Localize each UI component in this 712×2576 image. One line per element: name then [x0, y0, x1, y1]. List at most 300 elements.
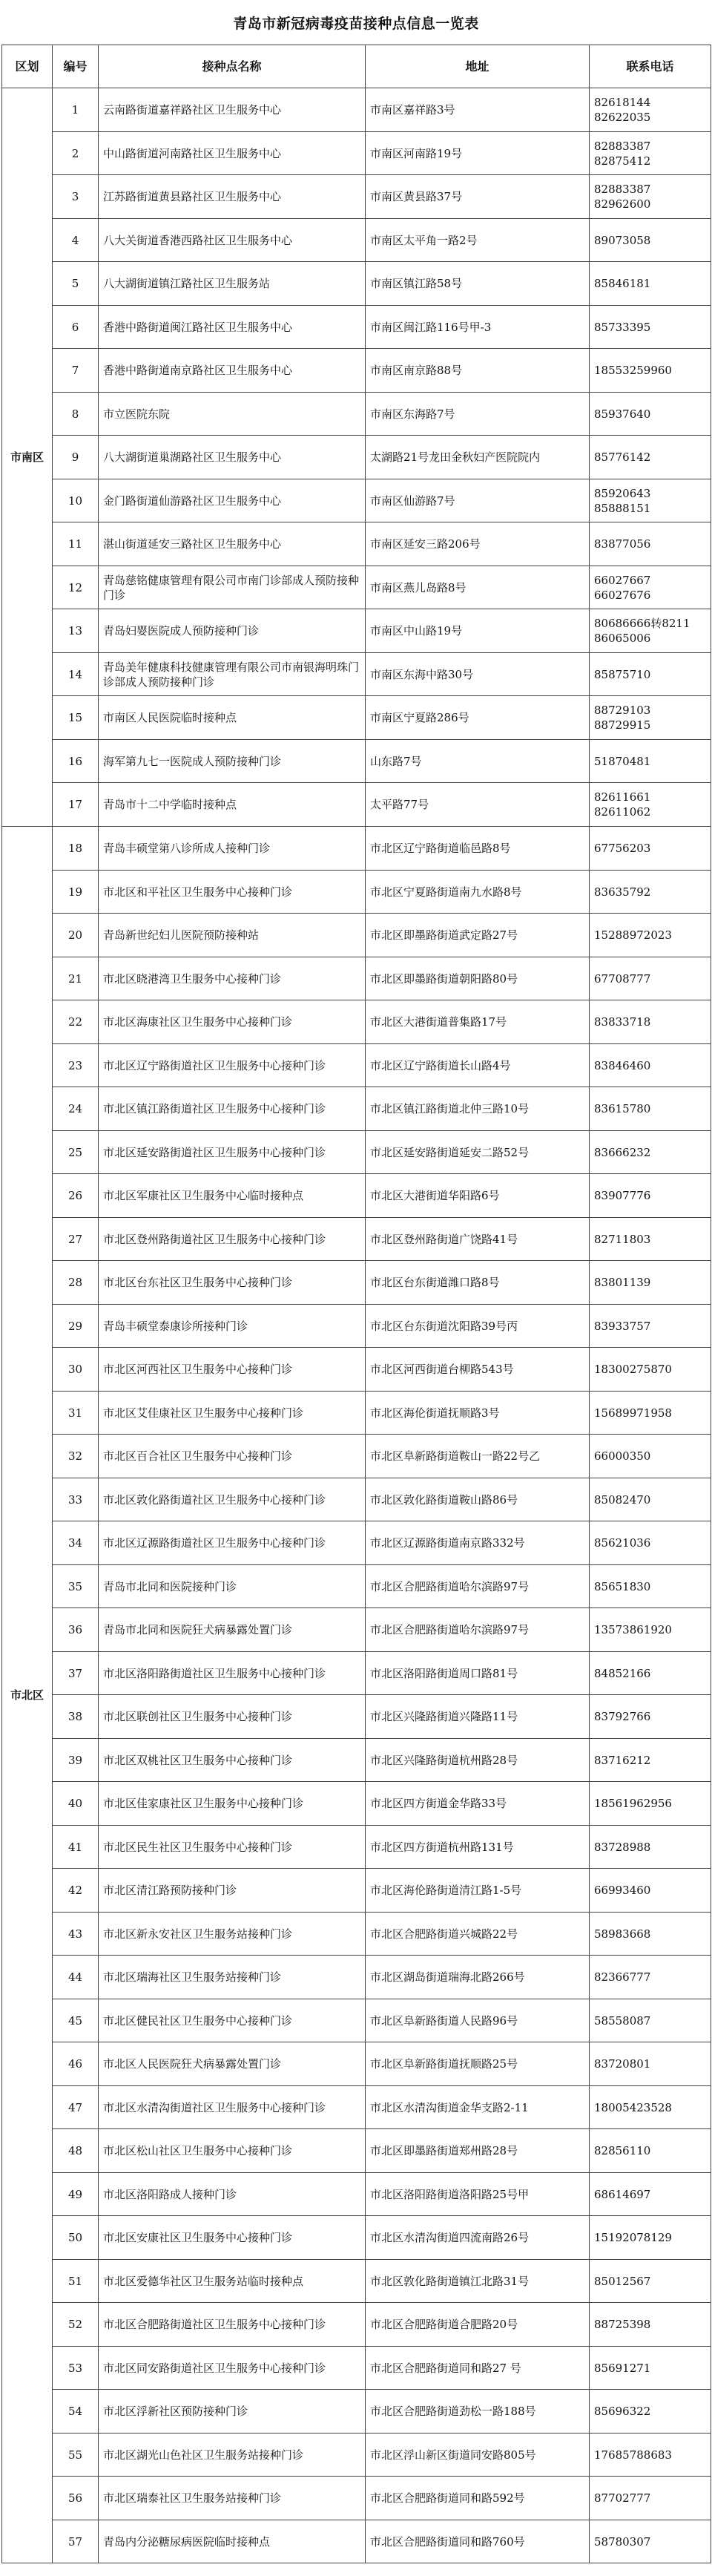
number-cell: 15 [53, 696, 99, 740]
phone-cell [590, 2173, 711, 2216]
phone-number: 83907776 [594, 1189, 651, 1202]
site-name-cell: 海军第九七一医院成人预防接种门诊 [99, 740, 366, 783]
number-cell: 34 [53, 1521, 99, 1565]
phone-number: 82611062 [594, 805, 651, 819]
site-name-cell: 八大关街道香港西路社区卫生服务中心 [99, 219, 366, 262]
phone-cell [590, 1174, 711, 1218]
number-cell: 57 [53, 2520, 99, 2563]
address-cell: 市北区合肥路街道同和路760号 [366, 2520, 590, 2563]
phone-cell [590, 1695, 711, 1739]
phone-number: 88729915 [594, 718, 651, 732]
site-name-cell: 市北区人民医院狂犬病暴露处置门诊 [99, 2042, 366, 2086]
address-cell: 市北区海伦街道抚顺路3号 [366, 1392, 590, 1435]
address-cell: 市南区中山路19号 [366, 609, 590, 653]
number-cell: 4 [53, 219, 99, 262]
site-name-cell: 市北区辽宁路街道社区卫生服务中心接种门诊 [99, 1044, 366, 1087]
phone-number: 83833718 [594, 1015, 651, 1029]
site-name-cell: 市北区军康社区卫生服务中心临时接种点 [99, 1174, 366, 1218]
phone-number: 82711803 [594, 1232, 651, 1246]
phone-number: 67708777 [594, 971, 651, 986]
site-name-cell: 市北区佳家康社区卫生服务中心接种门诊 [99, 1782, 366, 1826]
address-cell: 市南区东海中路30号 [366, 653, 590, 696]
site-name-cell: 市北区双桃社区卫生服务中心接种门诊 [99, 1739, 366, 1782]
number-cell: 41 [53, 1826, 99, 1869]
number-cell: 56 [53, 2477, 99, 2520]
table-row [2, 1218, 711, 1261]
phone-cell [590, 1521, 711, 1565]
phone-number: 15689971958 [594, 1406, 672, 1420]
phone-cell [590, 1608, 711, 1652]
number-cell: 17 [53, 783, 99, 827]
number-cell: 12 [53, 566, 99, 609]
site-name-cell: 市北区松山社区卫生服务中心接种门诊 [99, 2129, 366, 2173]
address-cell: 市北区延安路街道延安二路52号 [366, 1131, 590, 1174]
phone-cell [590, 2347, 711, 2390]
address-cell: 市北区合肥路街道哈尔滨路97号 [366, 1565, 590, 1608]
table-row [2, 1000, 711, 1044]
table-row [2, 1999, 711, 2042]
address-cell: 市北区水清沟街道四流南路26号 [366, 2216, 590, 2260]
table-row [2, 1174, 711, 1218]
address-cell: 市北区台东街道沈阳路39号丙 [366, 1305, 590, 1348]
phone-number: 85888151 [594, 501, 651, 515]
site-name-cell: 市北区洛阳路成人接种门诊 [99, 2173, 366, 2216]
site-name-cell: 市北区艾佳康社区卫生服务中心接种门诊 [99, 1392, 366, 1435]
number-cell: 49 [53, 2173, 99, 2216]
document-title: 青岛市新冠病毒疫苗接种点信息一览表 [233, 15, 479, 32]
number-cell: 40 [53, 1782, 99, 1826]
site-name-cell: 市北区民生社区卫生服务中心接种门诊 [99, 1826, 366, 1869]
phone-number: 18005423528 [594, 2100, 672, 2114]
number-cell: 19 [53, 871, 99, 914]
phone-number: 87702777 [594, 2491, 651, 2505]
phone-cell [590, 1999, 711, 2042]
number-cell: 21 [53, 957, 99, 1000]
table-row [2, 1652, 711, 1695]
address-cell: 市北区登州路街道广饶路41号 [366, 1218, 590, 1261]
phone-number: 85691271 [594, 2361, 651, 2375]
site-name-cell: 八大湖街道镇江路社区卫生服务站 [99, 262, 366, 306]
number-cell: 39 [53, 1739, 99, 1782]
address-cell: 太平路77号 [366, 783, 590, 827]
phone-number: 84852166 [594, 1666, 651, 1680]
table-body [2, 88, 711, 2563]
phone-cell [590, 2129, 711, 2173]
site-name-cell: 金门路街道仙游路社区卫生服务中心 [99, 479, 366, 522]
table-row [2, 2390, 711, 2434]
table-row [2, 1826, 711, 1869]
address-cell: 市北区合肥路街道劲松一路188号 [366, 2390, 590, 2434]
address-cell: 市北区合肥路街道同和路592号 [366, 2477, 590, 2520]
address-cell: 市北区合肥路街道兴城路22号 [366, 1913, 590, 1956]
table-row [2, 2260, 711, 2303]
site-name-cell: 青岛市北同和医院狂犬病暴露处置门诊 [99, 1608, 366, 1652]
table-header-row [2, 45, 711, 88]
phone-cell [590, 740, 711, 783]
address-cell: 市北区敦化路街道镇江北路31号 [366, 2260, 590, 2303]
phone-number: 82622035 [594, 111, 651, 124]
site-name-cell: 市北区和平社区卫生服务中心接种门诊 [99, 871, 366, 914]
address-cell: 市北区兴隆路街道杭州路28号 [366, 1739, 590, 1782]
table-row [2, 88, 711, 132]
phone-number: 82611661 [594, 790, 651, 804]
address-cell: 市南区宁夏路286号 [366, 696, 590, 740]
phone-cell [590, 1261, 711, 1305]
header-address: 地址 [366, 45, 590, 88]
table-row [2, 1869, 711, 1913]
number-cell: 26 [53, 1174, 99, 1218]
number-cell: 18 [53, 827, 99, 871]
address-cell: 市北区阜新路街道人民路96号 [366, 1999, 590, 2042]
phone-cell [590, 2477, 711, 2520]
phone-cell [590, 1435, 711, 1478]
phone-number: 85651830 [594, 1579, 651, 1593]
site-name-cell: 市北区清江路预防接种门诊 [99, 1869, 366, 1913]
number-cell: 54 [53, 2390, 99, 2434]
address-cell: 市北区即墨路街道武定路27号 [366, 914, 590, 957]
number-cell: 27 [53, 1218, 99, 1261]
phone-number: 85012567 [594, 2274, 651, 2288]
number-cell: 33 [53, 1478, 99, 1521]
site-name-cell: 市北区水清沟街道社区卫生服务中心接种门诊 [99, 2086, 366, 2129]
phone-cell [590, 2042, 711, 2086]
address-cell: 市北区湖岛街道瑞海北路266号 [366, 1956, 590, 1999]
number-cell: 14 [53, 653, 99, 696]
site-name-cell: 市北区湖光山色社区卫生服务站接种门诊 [99, 2434, 366, 2477]
address-cell: 太湖路21号龙田金秋妇产医院院内 [366, 436, 590, 479]
site-name-cell: 青岛慈铭健康管理有限公司市南门诊部成人预防接种门诊 [99, 566, 366, 609]
phone-cell [590, 2216, 711, 2260]
address-cell: 市北区台东街道潍口路8号 [366, 1261, 590, 1305]
table-row [2, 2303, 711, 2347]
address-cell: 市北区大港街道普集路17号 [366, 1000, 590, 1044]
number-cell: 44 [53, 1956, 99, 1999]
phone-number: 66993460 [594, 1884, 651, 1897]
phone-number: 82883387 [594, 139, 651, 153]
address-cell: 市北区辽宁路街道长山路4号 [366, 1044, 590, 1087]
phone-number: 85776142 [594, 450, 651, 464]
address-cell: 市北区阜新路街道鞍山一路22号乙 [366, 1435, 590, 1478]
phone-number: 88729103 [594, 704, 651, 717]
address-cell: 市南区嘉祥路3号 [366, 88, 590, 132]
phone-number: 83877056 [594, 537, 651, 551]
phone-cell [590, 2390, 711, 2434]
phone-number: 82618144 [594, 96, 651, 109]
site-name-cell: 市北区新永安社区卫生服务站接种门诊 [99, 1913, 366, 1956]
number-cell: 10 [53, 479, 99, 522]
number-cell: 28 [53, 1261, 99, 1305]
phone-number: 82856110 [594, 2144, 651, 2157]
site-name-cell: 市立医院东院 [99, 393, 366, 436]
address-cell: 市南区仙游路7号 [366, 479, 590, 522]
address-cell: 市北区洛阳路街道周口路81号 [366, 1652, 590, 1695]
site-name-cell: 市北区海康社区卫生服务中心接种门诊 [99, 1000, 366, 1044]
phone-number: 13573861920 [594, 1623, 672, 1636]
table-row [2, 1956, 711, 1999]
table-row [2, 566, 711, 609]
table-row [2, 2347, 711, 2390]
number-cell: 29 [53, 1305, 99, 1348]
phone-cell [590, 393, 711, 436]
phone-number: 85621036 [594, 1536, 651, 1550]
site-name-cell: 市北区延安路街道社区卫生服务中心接种门诊 [99, 1131, 366, 1174]
site-name-cell: 市北区浮新社区预防接种门诊 [99, 2390, 366, 2434]
number-cell: 1 [53, 88, 99, 132]
phone-number: 82962600 [594, 197, 651, 211]
site-name-cell: 市北区晓港湾卫生服务中心接种门诊 [99, 957, 366, 1000]
address-cell: 市北区合肥路街道哈尔滨路97号 [366, 1608, 590, 1652]
phone-cell [590, 1218, 711, 1261]
phone-number: 66027676 [594, 588, 651, 602]
phone-number: 82883387 [594, 183, 651, 196]
number-cell: 45 [53, 1999, 99, 2042]
phone-cell [590, 1826, 711, 1869]
phone-number: 58983668 [594, 1927, 651, 1941]
table-row [2, 914, 711, 957]
site-name-cell: 八大湖街道巢湖路社区卫生服务中心 [99, 436, 366, 479]
number-cell: 3 [53, 175, 99, 219]
phone-number: 68614697 [594, 2187, 651, 2201]
number-cell: 25 [53, 1131, 99, 1174]
address-cell: 市北区阜新路街道抚顺路25号 [366, 2042, 590, 2086]
site-name-cell: 市南区人民医院临时接种点 [99, 696, 366, 740]
phone-cell [590, 1087, 711, 1131]
table-row [2, 1305, 711, 1348]
table-row [2, 2173, 711, 2216]
site-name-cell: 香港中路街道闽江路社区卫生服务中心 [99, 306, 366, 349]
phone-number: 17685788683 [594, 2448, 672, 2462]
address-cell: 市南区河南路19号 [366, 132, 590, 175]
number-cell: 43 [53, 1913, 99, 1956]
table-row [2, 1913, 711, 1956]
number-cell: 50 [53, 2216, 99, 2260]
site-name-cell: 青岛新世纪妇儿医院预防接种站 [99, 914, 366, 957]
site-name-cell: 市北区瑞泰社区卫生服务站接种门诊 [99, 2477, 366, 2520]
table-row [2, 1087, 711, 1131]
site-name-cell: 云南路街道嘉祥路社区卫生服务中心 [99, 88, 366, 132]
phone-number: 85875710 [594, 667, 651, 681]
address-cell: 市南区延安三路206号 [366, 522, 590, 566]
phone-cell [590, 2086, 711, 2129]
address-cell: 市南区闽江路116号甲-3 [366, 306, 590, 349]
site-name-cell: 湛山街道延安三路社区卫生服务中心 [99, 522, 366, 566]
vaccination-site-table [1, 45, 711, 2563]
header-number: 编号 [53, 45, 99, 88]
phone-cell [590, 696, 711, 740]
district-cell: 市北区 [2, 827, 53, 2563]
address-cell: 市北区河西街道台柳路543号 [366, 1348, 590, 1392]
table-row [2, 1565, 711, 1608]
phone-cell [590, 479, 711, 522]
table-row [2, 1348, 711, 1392]
phone-cell [590, 2260, 711, 2303]
number-cell: 36 [53, 1608, 99, 1652]
site-name-cell: 市北区合肥路街道社区卫生服务中心接种门诊 [99, 2303, 366, 2347]
address-cell: 市南区燕儿岛路8号 [366, 566, 590, 609]
site-name-cell: 青岛丰硕堂泰康诊所接种门诊 [99, 1305, 366, 1348]
phone-cell [590, 132, 711, 175]
number-cell: 13 [53, 609, 99, 653]
phone-number: 18553259960 [594, 364, 672, 377]
site-name-cell: 青岛市北同和医院接种门诊 [99, 1565, 366, 1608]
phone-cell [590, 1478, 711, 1521]
address-cell: 市北区洛阳路街道洛阳路25号甲 [366, 2173, 590, 2216]
table-row [2, 1261, 711, 1305]
number-cell: 46 [53, 2042, 99, 2086]
address-cell: 市北区镇江路街道北仲三路10号 [366, 1087, 590, 1131]
site-name-cell: 青岛内分泌糖尿病医院临时接种点 [99, 2520, 366, 2563]
phone-number: 85733395 [594, 320, 651, 334]
phone-cell [590, 2434, 711, 2477]
phone-cell [590, 566, 711, 609]
phone-cell [590, 522, 711, 566]
phone-number: 15192078129 [594, 2231, 672, 2244]
phone-number: 89073058 [594, 233, 651, 247]
number-cell: 22 [53, 1000, 99, 1044]
table-row [2, 740, 711, 783]
phone-cell [590, 653, 711, 696]
number-cell: 48 [53, 2129, 99, 2173]
site-name-cell: 市北区爱德华社区卫生服务站临时接种点 [99, 2260, 366, 2303]
phone-cell [590, 349, 711, 393]
phone-number: 58558087 [594, 2013, 651, 2028]
phone-number: 88725398 [594, 2318, 651, 2331]
district-cell: 市南区 [2, 88, 53, 827]
phone-number: 83792766 [594, 1710, 651, 1723]
table-row [2, 1608, 711, 1652]
phone-number: 83846460 [594, 1058, 651, 1072]
table-row [2, 1695, 711, 1739]
header-district: 区划 [2, 45, 53, 88]
table-row [2, 175, 711, 219]
phone-number: 15288972023 [594, 928, 672, 942]
number-cell: 52 [53, 2303, 99, 2347]
address-cell: 市北区水清沟街道金华支路2-11 [366, 2086, 590, 2129]
phone-cell [590, 783, 711, 827]
phone-cell [590, 1348, 711, 1392]
table-row [2, 2216, 711, 2260]
address-cell: 市北区敦化路街道鞍山路86号 [366, 1478, 590, 1521]
phone-number: 83635792 [594, 885, 651, 899]
address-cell: 市南区太平角一路2号 [366, 219, 590, 262]
table-row [2, 2042, 711, 2086]
table-row [2, 1521, 711, 1565]
table-row [2, 871, 711, 914]
phone-number: 58780307 [594, 2534, 651, 2549]
table-row [2, 827, 711, 871]
phone-cell [590, 306, 711, 349]
table-row [2, 479, 711, 522]
site-name-cell: 青岛丰硕堂第八诊所成人接种门诊 [99, 827, 366, 871]
phone-number: 85846181 [594, 277, 651, 290]
number-cell: 37 [53, 1652, 99, 1695]
table-row [2, 696, 711, 740]
phone-cell [590, 609, 711, 653]
number-cell: 24 [53, 1087, 99, 1131]
number-cell: 7 [53, 349, 99, 393]
table-row [2, 609, 711, 653]
address-cell: 市北区四方街道杭州路131号 [366, 1826, 590, 1869]
address-cell: 市南区南京路88号 [366, 349, 590, 393]
number-cell: 42 [53, 1869, 99, 1913]
site-name-cell: 市北区百合社区卫生服务中心接种门诊 [99, 1435, 366, 1478]
site-name-cell: 市北区健民社区卫生服务中心接种门诊 [99, 1999, 366, 2042]
phone-number: 66000350 [594, 1449, 651, 1463]
phone-cell [590, 1739, 711, 1782]
phone-number: 83615780 [594, 1102, 651, 1115]
address-cell: 市南区东海路7号 [366, 393, 590, 436]
phone-cell [590, 1565, 711, 1608]
phone-number: 51870481 [594, 754, 651, 768]
number-cell: 53 [53, 2347, 99, 2390]
phone-number: 83720801 [594, 2057, 651, 2071]
address-cell: 市北区兴隆路街道兴隆路11号 [366, 1695, 590, 1739]
site-name-cell: 中山路街道河南路社区卫生服务中心 [99, 132, 366, 175]
site-name-cell: 市北区登州路街道社区卫生服务中心接种门诊 [99, 1218, 366, 1261]
site-name-cell: 市北区洛阳路街道社区卫生服务中心接种门诊 [99, 1652, 366, 1695]
phone-cell [590, 957, 711, 1000]
table-row [2, 1131, 711, 1174]
site-name-cell: 市北区台东社区卫生服务中心接种门诊 [99, 1261, 366, 1305]
phone-cell [590, 1782, 711, 1826]
phone-cell [590, 1869, 711, 1913]
table-row [2, 2129, 711, 2173]
table-row [2, 1044, 711, 1087]
table-row [2, 2477, 711, 2520]
site-name-cell: 市北区同安路街道社区卫生服务中心接种门诊 [99, 2347, 366, 2390]
number-cell: 35 [53, 1565, 99, 1608]
table-row [2, 522, 711, 566]
address-cell: 市北区合肥路街道合肥路20号 [366, 2303, 590, 2347]
table-row [2, 132, 711, 175]
phone-cell [590, 436, 711, 479]
site-name-cell: 香港中路街道南京路社区卫生服务中心 [99, 349, 366, 393]
phone-number: 80686666转8211 [594, 617, 690, 630]
address-cell: 市南区黄县路37号 [366, 175, 590, 219]
table-row [2, 1435, 711, 1478]
address-cell: 市北区合肥路街道同和路27 号 [366, 2347, 590, 2390]
phone-cell [590, 2520, 711, 2563]
number-cell: 11 [53, 522, 99, 566]
table-row [2, 219, 711, 262]
table-row [2, 262, 711, 306]
address-cell: 市北区海伦路街道清江路1-5号 [366, 1869, 590, 1913]
number-cell: 6 [53, 306, 99, 349]
address-cell: 市北区辽宁路街道临邑路8号 [366, 827, 590, 871]
address-cell: 市北区大港街道华阳路6号 [366, 1174, 590, 1218]
table-row [2, 783, 711, 827]
phone-cell [590, 262, 711, 306]
phone-cell [590, 175, 711, 219]
table-row [2, 393, 711, 436]
number-cell: 51 [53, 2260, 99, 2303]
site-name-cell: 市北区镇江路街道社区卫生服务中心接种门诊 [99, 1087, 366, 1131]
site-name-cell: 青岛市十二中学临时接种点 [99, 783, 366, 827]
address-cell: 市北区浮山新区街道同安路805号 [366, 2434, 590, 2477]
number-cell: 47 [53, 2086, 99, 2129]
number-cell: 55 [53, 2434, 99, 2477]
site-name-cell: 市北区联创社区卫生服务中心接种门诊 [99, 1695, 366, 1739]
phone-number: 18561962956 [594, 1797, 672, 1810]
phone-number: 85696322 [594, 2405, 651, 2418]
phone-cell [590, 871, 711, 914]
number-cell: 5 [53, 262, 99, 306]
site-name-cell: 市北区河西社区卫生服务中心接种门诊 [99, 1348, 366, 1392]
phone-number: 18300275870 [594, 1363, 672, 1376]
phone-cell [590, 1392, 711, 1435]
phone-number: 85082470 [594, 1492, 651, 1507]
phone-number: 83666232 [594, 1145, 651, 1159]
